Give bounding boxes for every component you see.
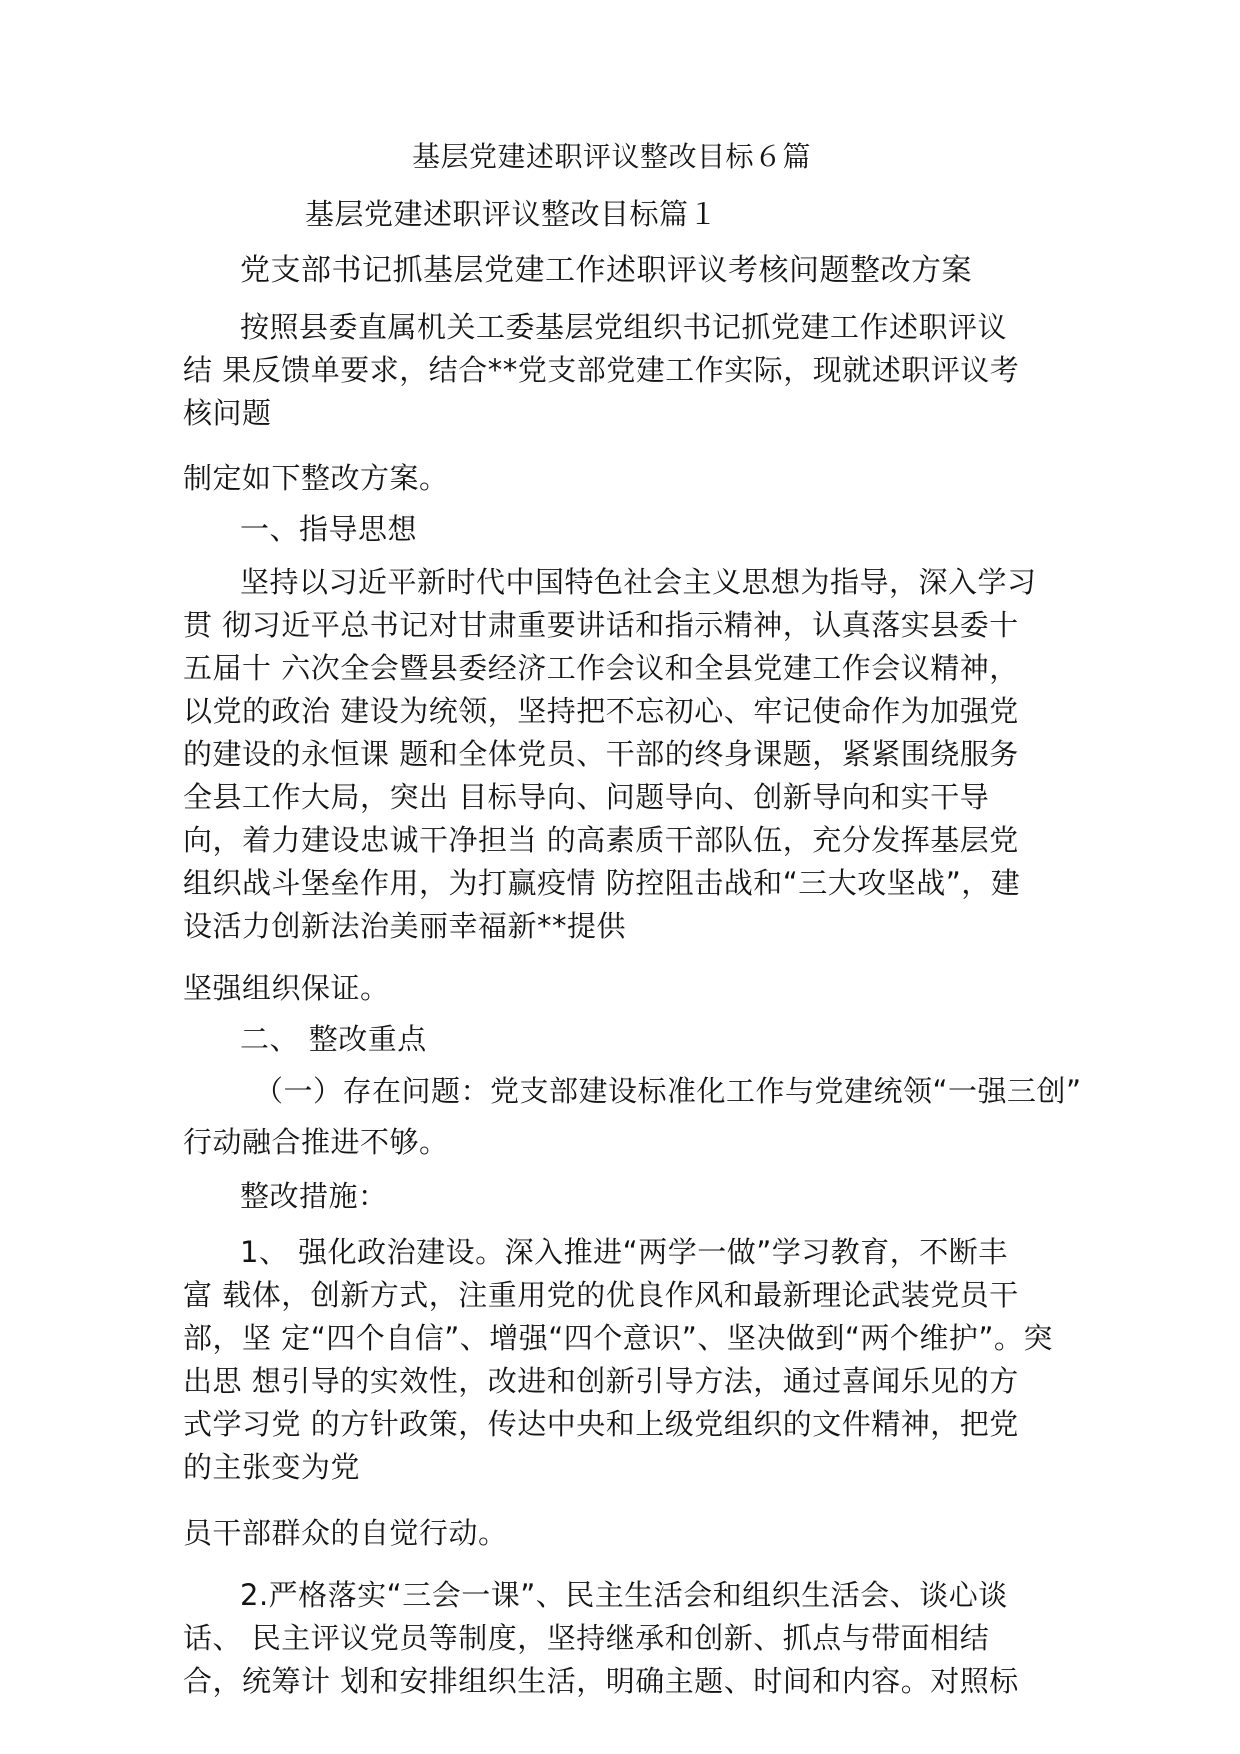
paragraph-line: 2.严格落实“三会一课”、民主生活会和组织生活会、谈心谈 [240,1578,1008,1612]
paragraph-line: 五届十 六次全会暨县委经济工作会议和全县党建工作会议精神， [183,651,1019,685]
paragraph-line: 员干部群众的自觉行动。 [183,1516,508,1550]
paragraph-line: 全县工作大局，突出 目标导向、问题导向、创新导向和实干导 [183,780,990,814]
document-heading: 党支部书记抓基层党建工作述职评议考核问题整改方案 [240,253,972,288]
paragraph-line: 话、 民主评议党员等制度，坚持继承和创新、抓点与带面相结 [183,1621,990,1655]
paragraph-line: 出思 想引导的实效性，改进和创新引导方法，通过喜闻乐见的方 [183,1364,1019,1398]
document-subtitle: 基层党建述职评议整改目标篇１ [305,197,719,231]
paragraph-line: 式学习党 的方针政策，传达中央和上级党组织的文件精神，把党 [183,1407,1019,1441]
paragraph-line: 的建设的永恒课 题和全体党员、干部的终身课题，紧紧围绕服务 [183,737,1019,771]
paragraph-line: 制定如下整改方案。 [183,461,449,495]
paragraph-line: 坚强组织保证。 [183,971,390,1005]
paragraph-line: 合，统筹计 划和安排组织生活，明确主题、时间和内容。对照标 [183,1664,1019,1698]
paragraph-line: 设活力创新法治美丽幸福新**提供 [183,909,627,943]
paragraph-line: 按照县委直属机关工委基层党组织书记抓党建工作述职评议 [240,310,1008,344]
section-heading: 一、指导思想 [240,512,418,546]
paragraph-line: 行动融合推进不够。 [183,1125,449,1159]
paragraph-line: 部，坚 定“四个自信”、增强“四个意识”、坚决做到“两个维护”。突 [183,1321,1053,1355]
paragraph-line: （一）存在问题：党支部建设标准化工作与党建统领“一强三创” [254,1074,1082,1108]
paragraph-line: 贯 彻习近平总书记对甘肃重要讲话和指示精神，认真落实县委十 [183,608,1019,642]
document-title: 基层党建述职评议整改目标６篇 [412,140,812,173]
paragraph-line: 以党的政治 建设为统领，坚持把不忘初心、牢记使命作为加强党 [183,694,1019,728]
paragraph-line: 坚持以习近平新时代中国特色社会主义思想为指导，深入学习 [240,565,1037,599]
section-heading: 二、 整改重点 [240,1022,427,1056]
paragraph-line: 富 载体，创新方式，注重用党的优良作风和最新理论武装党员干 [183,1278,1019,1312]
paragraph-line: 整改措施： [240,1179,388,1213]
paragraph-line: 的主张变为党 [183,1450,361,1484]
paragraph-line: 组织战斗堡垒作用，为打赢疫情 防控阻击战和“三大攻坚战”，建 [183,866,1021,900]
paragraph-line: 核问题 [183,396,272,430]
paragraph-line: 向，着力建设忠诚干净担当 的高素质干部队伍，充分发挥基层党 [183,823,1019,857]
paragraph-line: 结 果反馈单要求，结合**党支部党建工作实际，现就述职评议考 [183,353,1020,387]
paragraph-line: 1、 强化政治建设。深入推进“两学一做”学习教育，不断丰 [240,1235,1008,1269]
